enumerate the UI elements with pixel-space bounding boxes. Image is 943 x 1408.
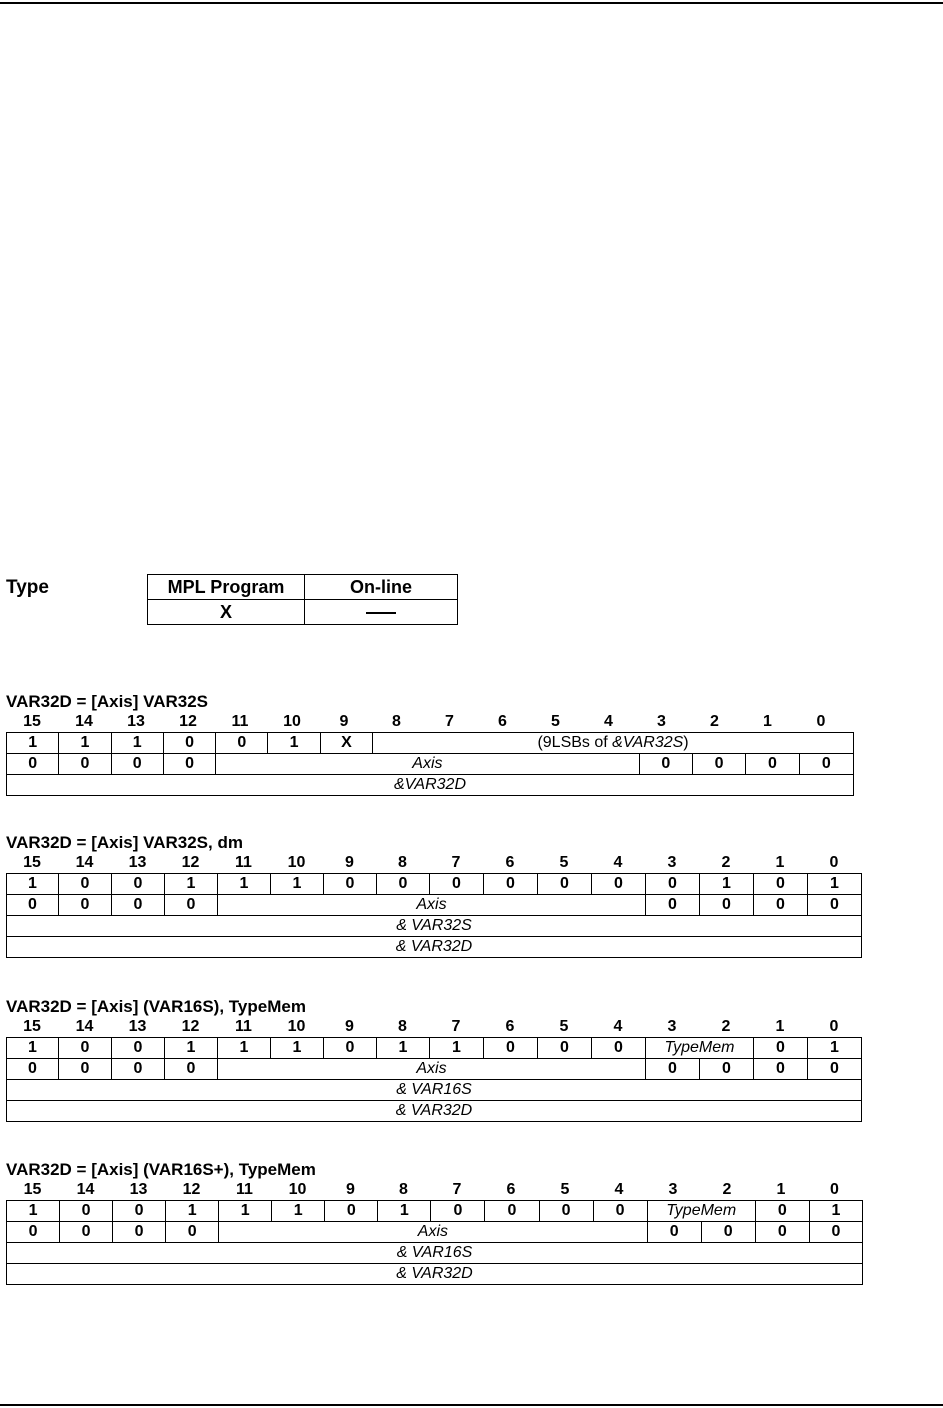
bit-number-row bbox=[6, 1017, 863, 1037]
bit-number: 0 bbox=[829, 1018, 839, 1035]
bit-number: 8 bbox=[392, 713, 401, 730]
bit-cell: 0 bbox=[746, 754, 799, 775]
bit-number: 14 bbox=[76, 1181, 95, 1198]
bit-cell: 1 bbox=[165, 874, 218, 895]
bit-cell: 1 bbox=[430, 1038, 484, 1059]
bit-cell: 0 bbox=[484, 1038, 538, 1059]
bit-cell: 0 bbox=[165, 1059, 218, 1080]
bit-cell: 1 bbox=[7, 733, 59, 754]
top-rule bbox=[0, 2, 943, 4]
bit-number: 5 bbox=[559, 854, 569, 871]
bit-cell: 0 bbox=[7, 1059, 59, 1080]
bit-number: 6 bbox=[506, 1181, 516, 1198]
bit-number: 12 bbox=[181, 854, 200, 871]
bit-number: 2 bbox=[710, 713, 719, 730]
bit-cell: 0 bbox=[111, 754, 163, 775]
bit-cell: 0 bbox=[324, 1038, 377, 1059]
bit-number: 10 bbox=[283, 713, 301, 730]
bit-number: 2 bbox=[721, 854, 731, 871]
address-field: & VAR32S bbox=[7, 916, 862, 937]
bit-cell: 0 bbox=[799, 754, 853, 775]
bit-number: 6 bbox=[505, 854, 515, 871]
bit-cell: 1 bbox=[268, 733, 320, 754]
bit-number: 4 bbox=[613, 1018, 623, 1035]
typemem-field: TypeMem bbox=[647, 1201, 755, 1222]
encoding-table bbox=[6, 1037, 862, 1122]
bit-cell: 0 bbox=[325, 1201, 378, 1222]
encoding-table bbox=[6, 1200, 863, 1285]
bit-cell: 0 bbox=[59, 754, 111, 775]
encoding-block-1 bbox=[6, 692, 863, 796]
bit-number: 11 bbox=[235, 854, 252, 871]
bit-cell: 1 bbox=[218, 874, 271, 895]
bit-number: 0 bbox=[830, 1181, 839, 1198]
bit-number: 12 bbox=[182, 1181, 201, 1198]
bit-cell: 1 bbox=[808, 874, 862, 895]
bit-cell: 1 bbox=[700, 874, 754, 895]
bit-number: 0 bbox=[816, 713, 826, 730]
bit-cell: 0 bbox=[755, 1201, 809, 1222]
bit-cell: 1 bbox=[59, 733, 111, 754]
bit-number: 9 bbox=[345, 854, 354, 871]
bit-cell: 1 bbox=[808, 1038, 862, 1059]
bit-number: 12 bbox=[179, 713, 197, 730]
address-field: & VAR16S bbox=[7, 1080, 862, 1101]
bit-number: 10 bbox=[288, 1181, 307, 1198]
bit-number: 9 bbox=[339, 713, 349, 730]
bit-cell: 1 bbox=[111, 733, 163, 754]
bit-number: 4 bbox=[613, 854, 623, 871]
bit-cell: 0 bbox=[112, 895, 165, 916]
bit-cell: 1 bbox=[166, 1201, 219, 1222]
bit-cell: 0 bbox=[216, 733, 268, 754]
lsbs-field bbox=[373, 733, 854, 754]
bit-cell: 0 bbox=[754, 1038, 808, 1059]
bit-cell: 1 bbox=[271, 874, 324, 895]
address-field: &VAR32D bbox=[7, 775, 854, 796]
bit-number: 7 bbox=[452, 1181, 462, 1198]
bit-number: 1 bbox=[775, 854, 785, 871]
bit-cell: 0 bbox=[112, 1059, 165, 1080]
bit-cell: X bbox=[320, 733, 372, 754]
bit-cell: 0 bbox=[754, 874, 808, 895]
bit-cell: 0 bbox=[692, 754, 745, 775]
lsbs-var: &VAR32S bbox=[612, 734, 684, 751]
bit-cell: 0 bbox=[485, 1201, 539, 1222]
bit-number: 12 bbox=[181, 1018, 200, 1035]
bit-cell: 0 bbox=[700, 895, 754, 916]
bit-cell: 0 bbox=[112, 874, 165, 895]
bit-number: 14 bbox=[75, 854, 94, 871]
bit-number: 15 bbox=[23, 1181, 42, 1198]
axis-field: Axis bbox=[218, 895, 646, 916]
bit-cell: 0 bbox=[7, 754, 59, 775]
bit-number: 11 bbox=[235, 1018, 252, 1035]
bit-cell: 0 bbox=[112, 1038, 165, 1059]
bit-number: 4 bbox=[604, 713, 613, 730]
bit-number: 15 bbox=[23, 1018, 41, 1035]
bit-cell: 0 bbox=[165, 895, 218, 916]
address-field: & VAR16S bbox=[7, 1243, 863, 1264]
bit-cell: 0 bbox=[324, 874, 377, 895]
bit-number: 8 bbox=[399, 1181, 408, 1198]
bit-number: 13 bbox=[129, 1181, 148, 1198]
bit-cell: 1 bbox=[378, 1201, 431, 1222]
bit-cell: 0 bbox=[647, 1222, 701, 1243]
bit-cell: 1 bbox=[7, 1201, 60, 1222]
block-title: VAR32D = [Axis] VAR32S bbox=[6, 692, 209, 711]
bit-number: 15 bbox=[23, 713, 41, 730]
encoding-block-3 bbox=[6, 997, 863, 1122]
bit-cell: 0 bbox=[639, 754, 692, 775]
bit-number: 1 bbox=[775, 1018, 785, 1035]
bit-cell: 0 bbox=[113, 1201, 166, 1222]
lsbs-suffix: ) bbox=[683, 734, 689, 751]
typemem-field: TypeMem bbox=[646, 1038, 754, 1059]
bit-cell: 1 bbox=[219, 1201, 272, 1222]
bit-number: 6 bbox=[498, 713, 507, 730]
type-table bbox=[147, 574, 458, 625]
address-field: & VAR32D bbox=[7, 937, 862, 958]
encoding-table bbox=[6, 873, 862, 958]
bit-cell: 0 bbox=[166, 1222, 219, 1243]
bit-number: 5 bbox=[560, 1181, 570, 1198]
bit-cell: 0 bbox=[808, 895, 862, 916]
bit-cell: 0 bbox=[808, 1059, 862, 1080]
bit-cell: 0 bbox=[755, 1222, 809, 1243]
bit-cell: 1 bbox=[165, 1038, 218, 1059]
bit-number: 8 bbox=[398, 854, 407, 871]
bit-number: 10 bbox=[287, 854, 306, 871]
bit-cell: 0 bbox=[7, 1222, 60, 1243]
bit-number: 1 bbox=[776, 1181, 786, 1198]
bit-number: 15 bbox=[23, 854, 41, 871]
axis-field: Axis bbox=[219, 1222, 647, 1243]
type-value-mpl: X bbox=[148, 600, 305, 625]
address-field: & VAR32D bbox=[7, 1264, 863, 1285]
bit-number-row bbox=[6, 1180, 863, 1200]
bit-cell: 1 bbox=[272, 1201, 325, 1222]
bit-cell: 0 bbox=[701, 1222, 755, 1243]
type-header-mpl: MPL Program bbox=[148, 575, 305, 600]
bit-cell: 0 bbox=[59, 895, 112, 916]
bit-cell: 0 bbox=[377, 874, 430, 895]
bit-number: 3 bbox=[667, 1018, 677, 1035]
bit-number: 9 bbox=[345, 1018, 354, 1035]
bit-number: 4 bbox=[614, 1181, 624, 1198]
dash-mark bbox=[366, 612, 396, 614]
bit-cell: 0 bbox=[539, 1201, 593, 1222]
bit-cell: 0 bbox=[59, 1038, 112, 1059]
encoding-block-2 bbox=[6, 833, 863, 958]
bottom-rule bbox=[0, 1404, 943, 1406]
bit-cell: 1 bbox=[809, 1201, 862, 1222]
bit-cell: 0 bbox=[538, 874, 592, 895]
address-field: & VAR32D bbox=[7, 1101, 862, 1122]
type-value-online bbox=[305, 600, 458, 625]
bit-cell: 0 bbox=[646, 874, 700, 895]
encoding-table bbox=[6, 732, 854, 796]
block-title: VAR32D = [Axis] (VAR16S+), TypeMem bbox=[6, 1160, 316, 1179]
bit-number: 0 bbox=[829, 854, 839, 871]
bit-number: 7 bbox=[451, 1018, 461, 1035]
bit-cell: 1 bbox=[271, 1038, 324, 1059]
bit-number: 10 bbox=[287, 1018, 306, 1035]
bit-number: 9 bbox=[346, 1181, 355, 1198]
bit-number-row bbox=[6, 712, 863, 732]
bit-cell: 1 bbox=[377, 1038, 430, 1059]
axis-field: Axis bbox=[216, 754, 639, 775]
bit-number: 1 bbox=[763, 713, 772, 730]
bit-cell: 1 bbox=[7, 874, 59, 895]
bit-number: 3 bbox=[668, 1181, 678, 1198]
bit-number: 3 bbox=[667, 854, 677, 871]
bit-cell: 0 bbox=[754, 895, 808, 916]
axis-field: Axis bbox=[218, 1059, 646, 1080]
bit-cell: 1 bbox=[7, 1038, 59, 1059]
lsbs-prefix: (9LSBs of bbox=[537, 734, 613, 751]
block-title: VAR32D = [Axis] (VAR16S), TypeMem bbox=[6, 997, 306, 1016]
bit-number: 11 bbox=[231, 713, 249, 730]
bit-cell: 0 bbox=[700, 1059, 754, 1080]
bit-number: 3 bbox=[657, 713, 666, 730]
bit-number: 14 bbox=[75, 1018, 94, 1035]
bit-cell: 0 bbox=[430, 874, 484, 895]
bit-cell: 0 bbox=[7, 895, 59, 916]
type-label: Type bbox=[6, 577, 49, 598]
bit-cell: 0 bbox=[484, 874, 538, 895]
bit-number: 11 bbox=[236, 1181, 253, 1198]
bit-number: 2 bbox=[721, 1018, 731, 1035]
bit-cell: 0 bbox=[431, 1201, 485, 1222]
bit-cell: 0 bbox=[163, 733, 215, 754]
bit-cell: 0 bbox=[592, 1038, 646, 1059]
bit-number: 7 bbox=[445, 713, 454, 730]
encoding-block-4 bbox=[6, 1160, 863, 1285]
type-header-online: On-line bbox=[305, 575, 458, 600]
bit-cell: 0 bbox=[60, 1222, 113, 1243]
block-title: VAR32D = [Axis] VAR32S, dm bbox=[6, 833, 243, 852]
bit-cell: 0 bbox=[538, 1038, 592, 1059]
bit-cell: 0 bbox=[646, 1059, 700, 1080]
bit-number: 8 bbox=[398, 1018, 407, 1035]
bit-cell: 0 bbox=[59, 1059, 112, 1080]
bit-number: 2 bbox=[722, 1181, 732, 1198]
bit-cell: 1 bbox=[218, 1038, 271, 1059]
bit-cell: 0 bbox=[60, 1201, 113, 1222]
bit-number: 7 bbox=[451, 854, 461, 871]
bit-cell: 0 bbox=[754, 1059, 808, 1080]
bit-number: 13 bbox=[127, 713, 145, 730]
bit-cell: 0 bbox=[59, 874, 112, 895]
bit-cell: 0 bbox=[592, 874, 646, 895]
bit-number: 5 bbox=[551, 713, 560, 730]
bit-number: 14 bbox=[75, 713, 93, 730]
bit-cell: 0 bbox=[113, 1222, 166, 1243]
bit-number: 13 bbox=[128, 1018, 147, 1035]
bit-number-row bbox=[6, 853, 863, 873]
bit-cell: 0 bbox=[593, 1201, 647, 1222]
bit-number: 5 bbox=[559, 1018, 569, 1035]
bit-cell: 0 bbox=[163, 754, 215, 775]
bit-cell: 0 bbox=[809, 1222, 862, 1243]
bit-number: 6 bbox=[505, 1018, 515, 1035]
bit-number: 13 bbox=[128, 854, 147, 871]
bit-cell: 0 bbox=[646, 895, 700, 916]
